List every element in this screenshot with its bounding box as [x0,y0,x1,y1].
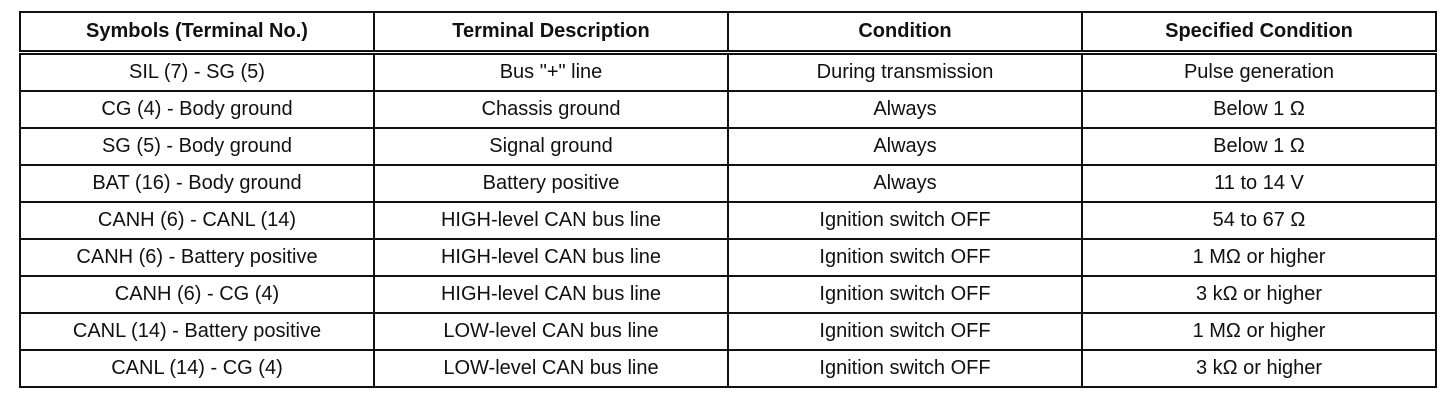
table-row [20,239,1436,276]
cell-symbols: CANL (14) - Battery positive [20,313,374,350]
cell-condition: Ignition switch OFF [728,313,1082,350]
cell-specified: Below 1 Ω [1082,128,1436,165]
table-header [20,12,1436,53]
cell-specified: Pulse generation [1082,53,1436,92]
cell-symbols: CANL (14) - CG (4) [20,350,374,387]
terminal-spec-table [19,11,1437,388]
cell-description: HIGH-level CAN bus line [374,276,728,313]
header-terminal-description: Terminal Description [374,12,728,53]
cell-condition: Always [728,91,1082,128]
cell-description: Battery positive [374,165,728,202]
cell-description: Signal ground [374,128,728,165]
table-row [20,276,1436,313]
cell-symbols: CG (4) - Body ground [20,91,374,128]
cell-specified: 1 MΩ or higher [1082,239,1436,276]
cell-specified: 11 to 14 V [1082,165,1436,202]
cell-condition: Ignition switch OFF [728,202,1082,239]
header-specified-condition: Specified Condition [1082,12,1436,53]
cell-symbols: SIL (7) - SG (5) [20,53,374,92]
cell-description: LOW-level CAN bus line [374,350,728,387]
cell-specified: 54 to 67 Ω [1082,202,1436,239]
cell-description: HIGH-level CAN bus line [374,239,728,276]
table-row [20,165,1436,202]
cell-description: Bus "+" line [374,53,728,92]
cell-specified: 3 kΩ or higher [1082,350,1436,387]
cell-symbols: CANH (6) - CG (4) [20,276,374,313]
cell-description: Chassis ground [374,91,728,128]
cell-condition: During transmission [728,53,1082,92]
header-symbols: Symbols (Terminal No.) [20,12,374,53]
cell-specified: 1 MΩ or higher [1082,313,1436,350]
table-row [20,53,1436,92]
cell-condition: Always [728,128,1082,165]
cell-symbols: BAT (16) - Body ground [20,165,374,202]
cell-symbols: CANH (6) - Battery positive [20,239,374,276]
table-row [20,313,1436,350]
header-condition: Condition [728,12,1082,53]
table-row [20,202,1436,239]
cell-symbols: CANH (6) - CANL (14) [20,202,374,239]
table-row [20,350,1436,387]
table-row [20,91,1436,128]
table-row [20,128,1436,165]
cell-description: LOW-level CAN bus line [374,313,728,350]
cell-specified: 3 kΩ or higher [1082,276,1436,313]
cell-condition: Ignition switch OFF [728,276,1082,313]
cell-specified: Below 1 Ω [1082,91,1436,128]
cell-condition: Always [728,165,1082,202]
cell-symbols: SG (5) - Body ground [20,128,374,165]
cell-description: HIGH-level CAN bus line [374,202,728,239]
cell-condition: Ignition switch OFF [728,350,1082,387]
header-row [20,12,1436,53]
table-body [20,53,1436,388]
terminal-spec-table-wrapper [19,11,1435,388]
cell-condition: Ignition switch OFF [728,239,1082,276]
